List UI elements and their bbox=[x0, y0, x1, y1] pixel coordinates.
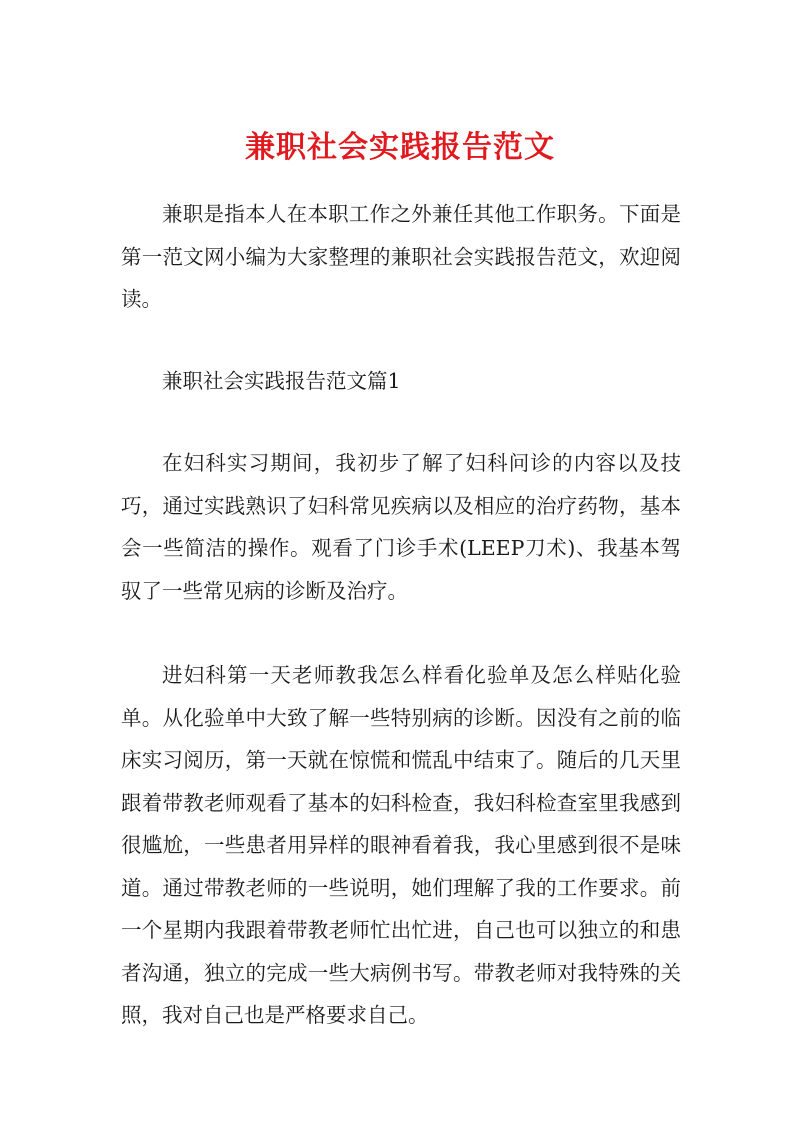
document-title: 兼职社会实践报告范文 bbox=[245, 130, 555, 165]
intro-paragraph: 兼职是指本人在本职工作之外兼任其他工作职务。下面是第一范文网小编为大家整理的兼职社会实践报告范文，欢迎阅读。 bbox=[121, 202, 681, 311]
body-paragraph-1: 在妇科实习期间，我初步了解了妇科问诊的内容以及技巧，通过实践熟识了妇科常见疾病以及相应的治疗药物，基本会一些简洁的操作。观看了门诊手术(LEEP刀术)、我基本驾驭了一些常见病的诊断及治疗。 bbox=[121, 451, 681, 603]
section-heading: 兼职社会实践报告范文篇1 bbox=[162, 369, 401, 393]
body-paragraph-2: 进妇科第一天老师教我怎么样看化验单及怎么样贴化验单。从化验单中大致了解一些特别病的诊断。因没有之前的临床实习阅历，第一天就在惊慌和慌乱中结束了。随后的几天里跟着带教老师观看了基本的妇科检查，我妇科检查室里我感到很尴尬，一些患者用异样的眼神看着我，我心里感到很不是味道。通过带教老师的一些说明，她们理解了我的工作要求。前一个星期内我跟着带教老师忙出忙进，自己也可以独立的和患者沟通，独立的完成一些大病例书写。带教老师对我特殊的关照，我对自己也是严格要求自己。 bbox=[121, 663, 681, 1027]
